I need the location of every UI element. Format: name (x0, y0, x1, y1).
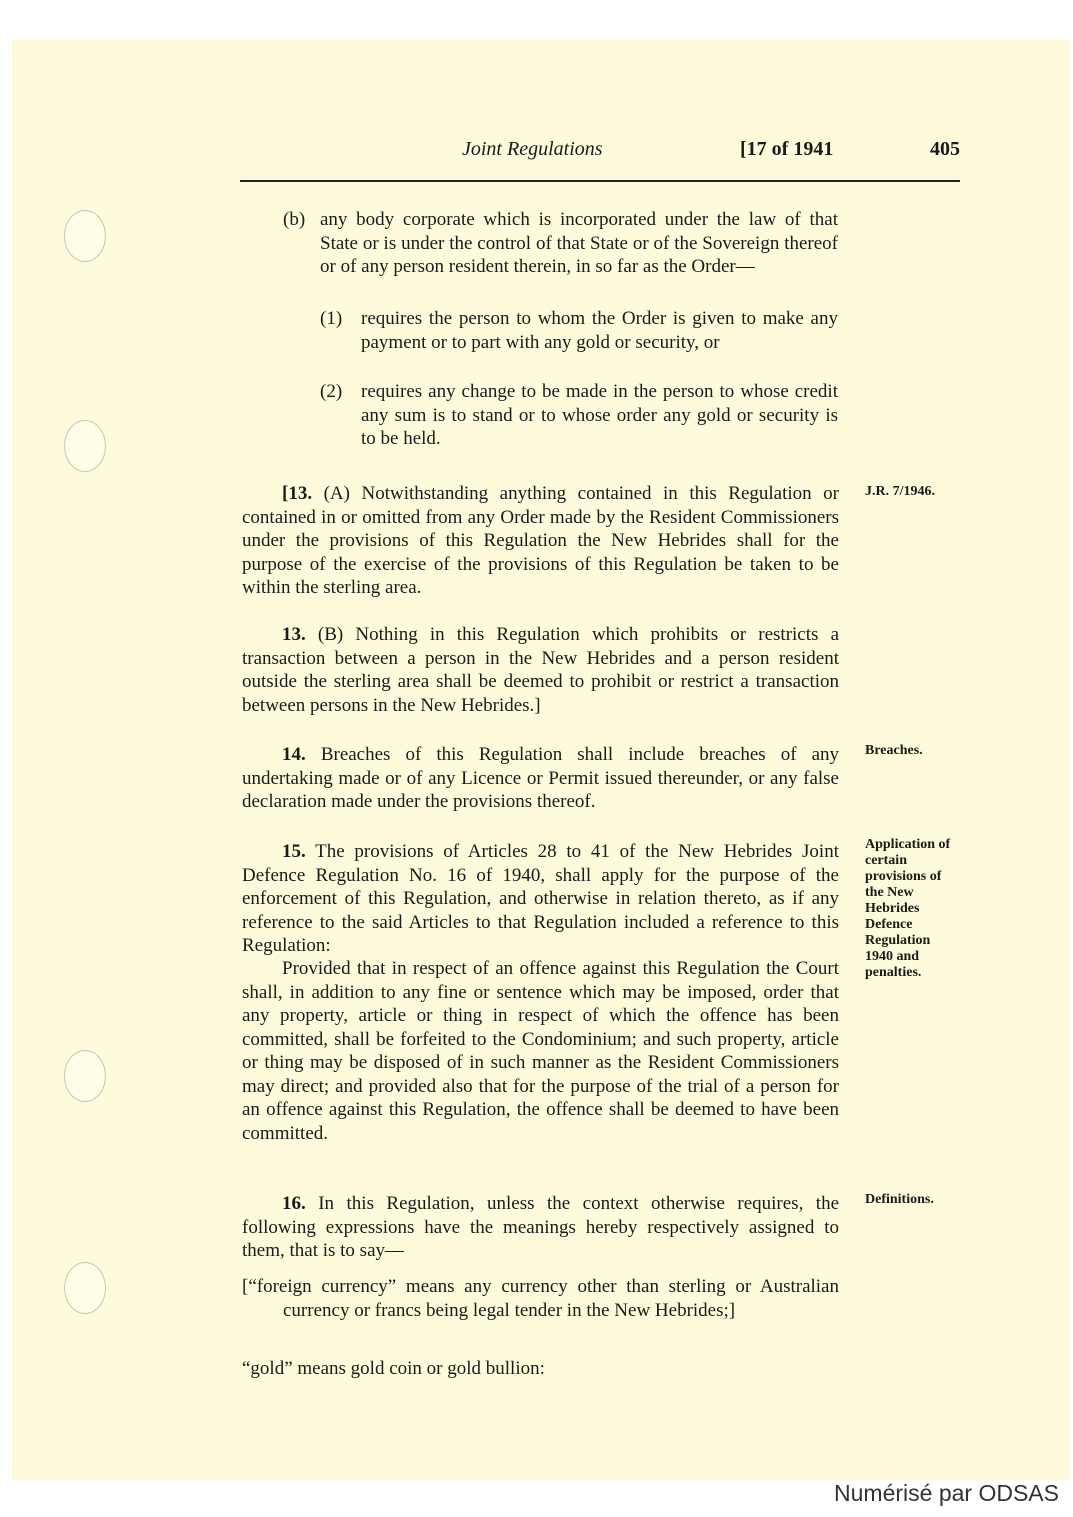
section-13a-number: [13. (282, 483, 313, 504)
punch-hole-4 (64, 1262, 106, 1314)
sub-1-text: requires the person to whom the Order is given to make any payment or to part with any gold or security, or (361, 308, 838, 353)
sub-2-label: (2) (320, 381, 343, 402)
section-15-number: 15. (282, 841, 306, 862)
section-14 (242, 743, 839, 814)
running-title: Joint Regulations (462, 138, 603, 160)
section-14-number: 14. (282, 744, 306, 765)
section-16-text: In this Regulation, unless the context otherwise requires, the following expressions have the meanings hereby respectively assigned to them, that is to say— (242, 1193, 840, 1261)
regulation-ref: [17 of 1941 (740, 138, 834, 160)
header-rule (240, 180, 960, 182)
para-b-label: (b) (283, 209, 306, 230)
para-b-text: any body corporate which is incorporated under the law of that State or is under the control of that State or of the Sovereign thereof or of any person resident therein, in so far as the Order— (320, 209, 838, 277)
margin-note-definitions: Definitions. (865, 1192, 934, 1207)
sub-2-text: requires any change to be made in the person to whose credit any sum is to stand or to whose order any gold or security is to be held. (361, 381, 838, 449)
section-14-text: Breaches of this Regulation shall include breaches of any undertaking made or of any Licence or Permit issued thereunder, or any false declaration made under the provisions thereof. (242, 744, 840, 812)
section-13b (242, 623, 839, 717)
definition-gold: “gold” means gold coin or gold bullion: (242, 1358, 545, 1379)
margin-note-jr: J.R. 7/1946. (865, 484, 935, 499)
punch-hole-3 (64, 1050, 106, 1102)
page-number: 405 (930, 138, 960, 160)
section-13a-text: (A) Notwithstanding anything contained in this Regulation or contained in or omitted from any Order made by the Resident Commissioners under the provisions of this Regulation the New Hebrides shall for the purpose of the exercise of the provisions of this Regulation be taken to be within the sterling area. (242, 483, 839, 598)
section-13b-number: 13. (282, 624, 306, 645)
definition-foreign-currency: [“foreign currency” means any currency other than sterling or Australian currency or francs being legal tender in the New Hebrides;] (242, 1276, 839, 1321)
section-16-number: 16. (282, 1193, 306, 1214)
sub-1-label: (1) (320, 308, 343, 329)
margin-note-breaches: Breaches. (865, 743, 923, 758)
margin-note-application: Application of certain provisions of the New Hebrides Defence Regulation 1940 and penalties. (865, 837, 951, 980)
section-15 (242, 840, 839, 958)
section-15-text: The provisions of Articles 28 to 41 of the New Hebrides Joint Defence Regulation No. 16 of 1940, shall apply for the purpose of the enforcement of this Regulation, and otherwise in relation thereto, as if any reference to the said Articles to that Regulation included a reference to this Regulation: (242, 841, 839, 956)
digitized-by-footer: Numérisé par ODSAS (834, 1480, 1059, 1506)
section-13b-text: (B) Nothing in this Regulation which prohibits or restricts a transaction between a person in the New Hebrides and a person resident outside the sterling area shall be deemed to prohibit or restrict a transaction between persons in the New Hebrides.] (242, 624, 840, 716)
punch-hole-1 (64, 210, 106, 262)
section-16 (242, 1192, 839, 1263)
section-15-proviso: Provided that in respect of an offence against this Regulation the Court shall, in addition to any fine or sentence which may be imposed, order that any property, article or thing in respect of which the offence has been committed, shall be forfeited to the Condominium; and such property, article or thing may be disposed of in such manner as the Resident Commissioners may direct; and provided also that for the purpose of the trial of a person for an offence against this Regulation, the offence shall be deemed to have been committed. (242, 958, 839, 1144)
section-13a (242, 482, 839, 600)
punch-hole-2 (64, 420, 106, 472)
